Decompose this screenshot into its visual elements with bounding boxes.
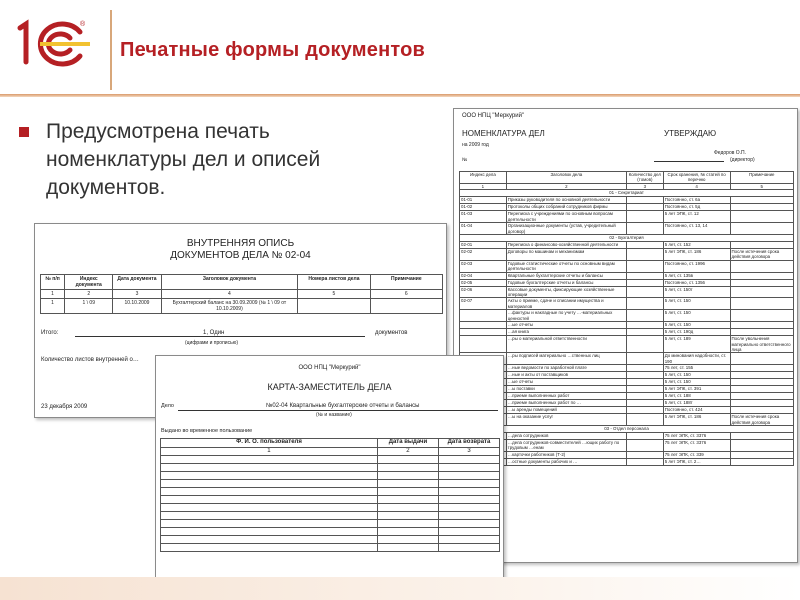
table-cell: Дата документа [113,275,161,290]
table-cell: 1 \ 09 [65,299,113,314]
table-cell: Постоянно, ст. 1996 [663,260,730,272]
table-cell [438,480,499,488]
table-cell [161,520,378,528]
table-cell: 5 лет, ст. 150 [663,379,730,386]
table-cell [626,336,663,353]
table-cell: 5 [298,290,370,299]
table-cell: 1 [161,448,378,456]
inventory-total-docs: документов [375,330,408,336]
inventory-sheets-label: Количество листов внутренней о… [41,357,139,363]
table-row [161,496,500,504]
table-cell: …ы аренды помещений [506,407,626,414]
table-cell [730,298,793,310]
table-cell [161,472,378,480]
table-cell [730,386,793,393]
table-cell [626,197,663,204]
section-label: 03 - Отдел персонала [460,425,794,432]
table-cell: 75 лет ЭПК, ст. 3376 [663,432,730,439]
table-cell: …ные ведомости по заработной плате [506,365,626,372]
table-cell: 5 лет, ст. 189 [663,336,730,353]
table-cell [438,456,499,464]
table-row [161,536,500,544]
nomenclature-signer-role: (директор) [730,157,755,163]
table-cell: После истечения срока действия договора [730,249,793,261]
table-row [460,223,794,235]
table-cell [626,439,663,451]
table-cell [626,329,663,336]
table-cell [438,544,499,552]
table-cell: Бухгалтерский баланс на 30.09.2009 (№ 1 \ 09 от 10.10.2009) [161,299,298,314]
table-cell: 6 [370,290,442,299]
table-cell [438,488,499,496]
bottom-decor-bar [0,577,800,600]
table-cell [730,393,793,400]
table-section-row [460,425,794,432]
table-cell [730,432,793,439]
table-cell [626,451,663,458]
table-row [460,279,794,286]
table-row [161,488,500,496]
table-cell: Приказы руководителя по основной деятельности [506,197,626,204]
table-cell: 5 лет, ст. 152 [663,242,730,249]
card-issued-label: Выдано во временное пользование [161,428,253,434]
table-section-row [460,190,794,197]
table-cell [161,512,378,520]
table-cell: Номера листов дела [298,275,370,290]
table-cell: 5 лет ЭПК, ст. 391 [663,386,730,393]
table-row [161,544,500,552]
table-cell: Годовые статистические отчеты по основным видам деятельности [506,260,626,272]
table-cell [377,472,438,480]
table-row [460,432,794,439]
inventory-total-hint: (цифрами и прописью) [185,340,239,346]
table-cell [377,504,438,512]
table-cell [626,322,663,329]
table-cell: Годовые бухгалтерские отчеты и балансы [506,279,626,286]
table-cell [730,379,793,386]
inventory-date: 23 декабря 2009 [41,404,88,410]
card-document [155,355,504,578]
table-cell: Постоянно, ст. 1356 [663,279,730,286]
table-cell [377,512,438,520]
table-row [460,197,794,204]
section-label: 02 - Бухгалтерия [460,235,794,242]
table-row [460,407,794,414]
table-cell: 10.10.2009 [113,299,161,314]
table-cell: 01-04 [460,223,507,235]
table-row [460,458,794,465]
table-cell: Примечание [370,275,442,290]
inventory-table-wrap [40,274,443,314]
table-cell [626,298,663,310]
table-cell: Заголовок дела [506,172,626,184]
table-cell [438,536,499,544]
table-cell [626,414,663,426]
table-cell [626,286,663,298]
table-cell: …остные документы рабочих и … [506,458,626,465]
table-cell [161,496,378,504]
table-cell: 01-02 [460,204,507,211]
table-cell: …приеме выполненных работ [506,393,626,400]
table-cell [626,458,663,465]
table-section-row [460,235,794,242]
table-cell [730,353,793,365]
table-cell [730,242,793,249]
table-cell [460,336,507,353]
table-cell [730,272,793,279]
nomenclature-table [459,171,794,466]
card-table-wrap [160,438,500,552]
table-cell [730,451,793,458]
table-cell: 1 [460,184,507,190]
nomenclature-signer: Федоров О.П. [714,150,747,156]
table-row [161,456,500,464]
table-cell [626,379,663,386]
table-cell: 5 лет, ст. 135в [663,272,730,279]
table-cell: № п/п [41,275,65,290]
card-title: КАРТА-ЗАМЕСТИТЕЛЬ ДЕЛА [267,382,392,392]
section-label: 01 - Секретариат [460,190,794,197]
table-cell [438,512,499,520]
table-cell [730,400,793,407]
table-cell [377,528,438,536]
table-cell: 3 [113,290,161,299]
table-row [460,204,794,211]
table-cell: Ф. И. О. пользователя [161,439,378,448]
table-cell [460,310,507,322]
table-cell [377,520,438,528]
table-cell: …ая книга [506,329,626,336]
table-cell [438,472,499,480]
table-cell [161,464,378,472]
table-cell: Постоянно, ст. 424 [663,407,730,414]
table-number-row [41,290,443,299]
table-row [460,400,794,407]
table-cell: 3 [626,184,663,190]
card-case-hint: (№ и название) [316,412,352,418]
table-cell [730,197,793,204]
table-cell [298,299,370,314]
table-cell: Индекс документа [65,275,113,290]
table-cell [730,286,793,298]
table-row [161,472,500,480]
table-cell [626,365,663,372]
table-row [460,451,794,458]
table-cell: …карточки работников (Т-2) [506,451,626,458]
table-header-row [41,275,443,290]
table-cell: Квартальные бухгалтерские отчеты и балансы [506,272,626,279]
bullet-text: Предусмотрена печать номенклатуры дел и описей документов. [46,120,321,199]
table-cell [626,432,663,439]
table-cell [438,496,499,504]
table-cell [730,279,793,286]
table-cell [438,464,499,472]
table-cell [626,386,663,393]
table-cell: …ые отчеты [506,379,626,386]
table-cell [626,279,663,286]
signature-line [654,161,724,162]
header-divider-vertical [110,10,112,90]
table-cell: 5 лет, ст. 188т [663,400,730,407]
table-cell [377,464,438,472]
table-cell [626,310,663,322]
table-cell: Дата выдачи [377,439,438,448]
table-cell [626,372,663,379]
table-cell [161,528,378,536]
table-cell: …ры подписей материально …ственных лиц [506,353,626,365]
table-cell: 02-07 [460,298,507,310]
table-cell: 2 [377,448,438,456]
table-cell: …дела сотрудников [506,432,626,439]
table-cell [161,536,378,544]
card-table [160,438,500,552]
table-cell: 1 [41,299,65,314]
table-row [460,272,794,279]
table-cell: 02-04 [460,272,507,279]
table-cell: Индекс дела [460,172,507,184]
table-cell: …дела сотрудников-совместителей …ющих работу по трудовым …енам [506,439,626,451]
table-row [460,298,794,310]
table-cell: 5 [730,184,793,190]
table-cell [438,528,499,536]
table-cell [626,272,663,279]
table-cell: Протоколы общих собраний сотрудников фирмы [506,204,626,211]
table-cell: До минования надобности, ст. 190 [663,353,730,365]
table-cell: …ры о материальной ответственности [506,336,626,353]
table-cell: 2 [65,290,113,299]
card-case-label: Дело [161,403,174,409]
table-cell: …фактуры и накладные по учету …-материальных ценностей [506,310,626,322]
table-cell: …ы поставки [506,386,626,393]
table-row [460,414,794,426]
table-row [460,372,794,379]
table-cell [161,544,378,552]
table-row [460,260,794,272]
table-cell [626,393,663,400]
table-cell [460,329,507,336]
table-cell: Постоянно, ст. 13, 14 [663,223,730,235]
table-cell [626,407,663,414]
table-cell: Договоры по машинам и механизмам [506,249,626,261]
case-line [178,410,498,411]
table-row [161,480,500,488]
table-cell: …приеме выполненных работ по … [506,400,626,407]
table-cell [730,223,793,235]
table-cell: Заголовок документа [161,275,298,290]
table-cell [161,456,378,464]
table-cell: Количество дел (томов) [626,172,663,184]
nomenclature-org: ООО НПЦ "Меркурий" [462,113,525,119]
table-cell [438,520,499,528]
table-row [161,520,500,528]
table-row [460,286,794,298]
table-cell [377,488,438,496]
table-cell [626,260,663,272]
table-cell [626,353,663,365]
bullet-square-icon [19,127,29,137]
1c-logo-icon [12,16,92,72]
table-cell: После истечения срока действия договора [730,414,793,426]
table-cell: 02-01 [460,242,507,249]
table-cell: После увольнения материально ответственного лица [730,336,793,353]
table-cell: Постоянно, ст. 5д [663,204,730,211]
table-cell [377,544,438,552]
inventory-title: ВНУТРЕННЯЯ ОПИСЬ [186,238,295,249]
nomenclature-number-label: № [462,157,468,163]
table-row [161,464,500,472]
table-cell: 75 лет, ст. 155 [663,365,730,372]
table-row [460,329,794,336]
table-cell: …ы на оказание услуг [506,414,626,426]
table-cell [161,488,378,496]
table-cell: Срок хранения, № статей по перечню [663,172,730,184]
table-cell [460,322,507,329]
table-row [460,393,794,400]
table-cell [377,480,438,488]
table-cell [730,310,793,322]
table-row [161,528,500,536]
table-cell: 5 лет ЭПК, ст. 186 [663,249,730,261]
table-cell [626,223,663,235]
table-header-row [161,439,500,448]
inventory-total-value: 1, Один [203,330,225,336]
table-cell [730,329,793,336]
inventory-table [40,274,443,314]
table-cell: 3 [438,448,499,456]
table-row [460,322,794,329]
table-cell: 02-06 [460,286,507,298]
nomenclature-year: на 2009 год [462,142,489,148]
total-line [75,336,365,337]
svg-text:®: ® [80,21,86,28]
table-cell [377,496,438,504]
table-row [460,211,794,223]
table-cell: 5 лет ЭПК, ст. 2… [663,458,730,465]
table-cell: 75 лет ЭПК, ст. 339 [663,451,730,458]
table-row [460,353,794,365]
nomenclature-document [453,108,798,563]
table-cell [730,439,793,451]
table-cell: 2 [506,184,626,190]
table-cell: Примечание [730,172,793,184]
card-org: ООО НПЦ "Меркурий" [298,365,361,371]
table-cell [730,211,793,223]
table-cell [626,242,663,249]
card-case-value: №02-04 Квартальные бухгалтерские отчеты и балансы [266,403,420,409]
table-cell: Постоянно, ст. 6а [663,197,730,204]
table-cell: 75 лет ЭПК, ст. 3376 [663,439,730,451]
table-cell: 5 лет, ст. 150 [663,322,730,329]
table-row [460,336,794,353]
inventory-subtitle: ДОКУМЕНТОВ ДЕЛА № 02-04 [170,250,311,261]
table-cell: 5 лет, ст. 190д [663,329,730,336]
table-row [161,512,500,520]
page-title: Печатные формы документов [120,39,426,61]
table-row [460,379,794,386]
table-cell [730,458,793,465]
table-number-row [161,448,500,456]
table-cell [626,249,663,261]
table-cell [161,504,378,512]
table-cell: 5 лет, ст. 150 [663,372,730,379]
table-cell: 02-02 [460,249,507,261]
table-cell: 01-01 [460,197,507,204]
table-cell: …ые отчеты [506,322,626,329]
table-cell: 5 лет, ст. 188 [663,393,730,400]
table-cell [161,480,378,488]
table-cell: 02-05 [460,279,507,286]
nomenclature-approve: УТВЕРЖДАЮ [664,129,717,138]
table-cell: 5 лет ЭПК, ст. 186 [663,414,730,426]
table-cell: …ные и акты от поставщиков [506,372,626,379]
table-row [460,249,794,261]
table-cell [730,407,793,414]
table-cell: 5 лет, ст. 150т [663,286,730,298]
table-header-row [460,172,794,184]
nomenclature-title: НОМЕНКЛАТУРА ДЕЛ [462,129,545,138]
table-cell [730,260,793,272]
table-cell: 01-03 [460,211,507,223]
table-row [460,242,794,249]
table-cell [730,372,793,379]
table-cell [626,400,663,407]
table-row [460,386,794,393]
table-cell: Переписка о финансово-хозяйственной деятельности [506,242,626,249]
table-row [41,299,443,314]
table-cell: Организационные документы (устав, учредительный договор) [506,223,626,235]
table-cell: 5 лет, ст. 150 [663,298,730,310]
table-cell: Переписка с учреждениями по основным вопросам деятельности [506,211,626,223]
table-row [161,504,500,512]
table-cell [370,299,442,314]
table-cell: 4 [161,290,298,299]
table-row [460,365,794,372]
table-cell [626,204,663,211]
table-cell: 5 лет, ст. 150 [663,310,730,322]
table-cell: Кассовые документы, фиксирующие хозяйственные операции [506,286,626,298]
table-cell: 5 лет ЭПК, ст. 12 [663,211,730,223]
inventory-total-label: Итого: [41,330,59,336]
table-cell [626,211,663,223]
table-cell [377,536,438,544]
table-cell [377,456,438,464]
table-cell: 02-03 [460,260,507,272]
table-cell: Акты о приеме, сдаче и списании имущества и материалов [506,298,626,310]
table-cell [730,365,793,372]
table-row [460,439,794,451]
table-cell [730,322,793,329]
nomenclature-table-wrap [459,171,794,466]
table-cell: Дата возврата [438,439,499,448]
header-divider-horizontal [0,94,800,97]
table-cell: 1 [41,290,65,299]
table-cell: 4 [663,184,730,190]
table-cell [438,504,499,512]
table-row [460,310,794,322]
table-cell [730,204,793,211]
